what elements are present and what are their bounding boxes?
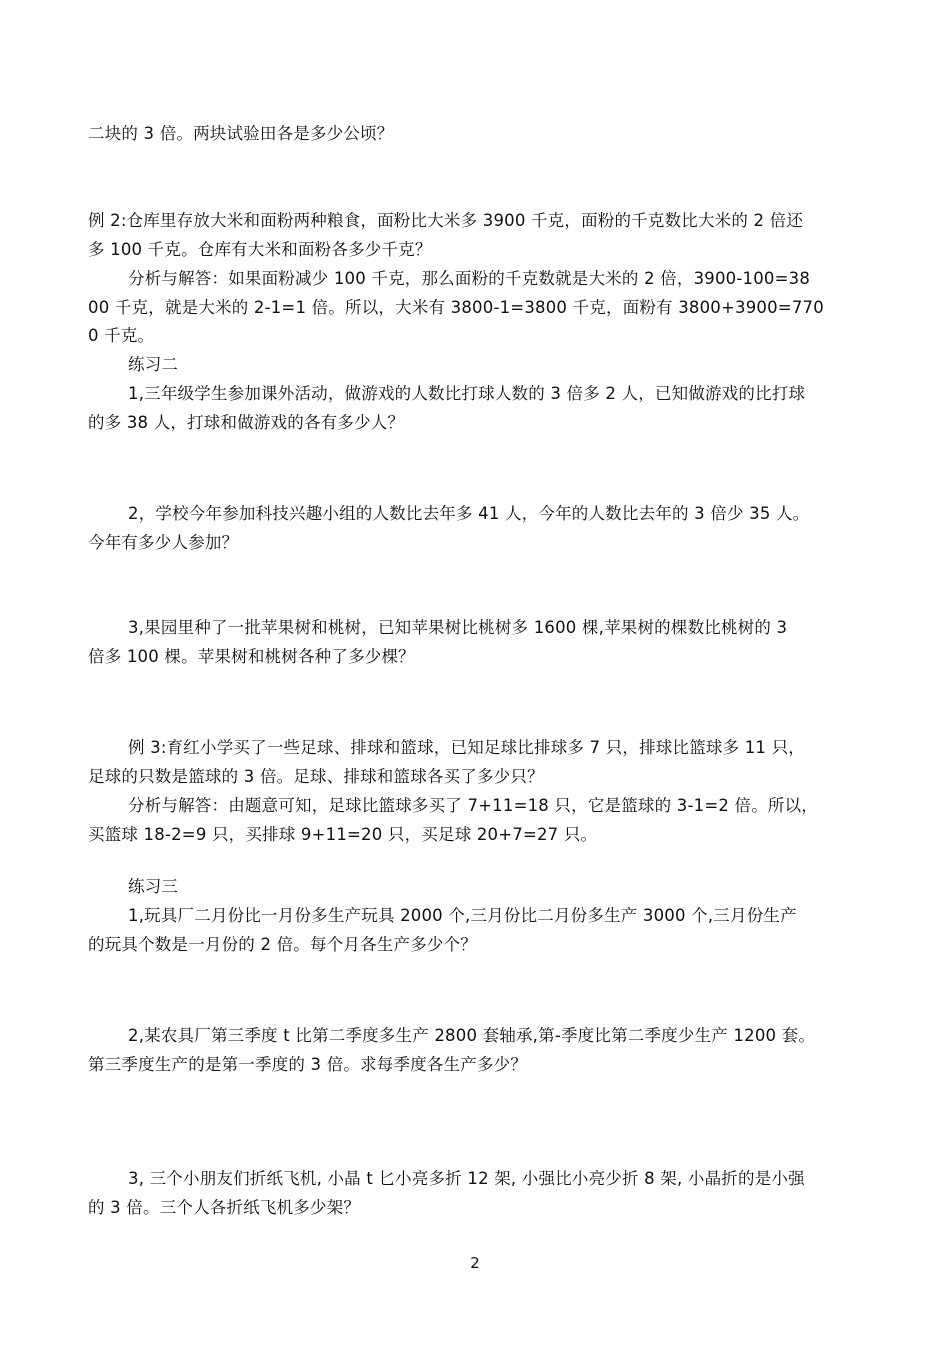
text-line: 00 千克，就是大米的 2-1=1 倍。所以，大米有 3800-1=3800 千克，面粉有 3800+3900=770: [88, 298, 824, 317]
text-line: 1,三年级学生参加课外活动，做游戏的人数比打球人数的 3 倍多 2 人，已知做游戏的比打球: [128, 384, 806, 403]
page-number: 2: [470, 1254, 480, 1272]
text-line: 3, 三个小朋友们折纸飞机, 小晶 t 匕小亮多折 12 架, 小强比小亮少折 8 架, 小晶折的是小强: [128, 1169, 805, 1188]
text-line: 分析与解答：如果面粉减少 100 千克，那么面粉的千克数就是大米的 2 倍，3900-100=38: [128, 269, 811, 288]
text-line: 买篮球 18-2=9 只，买排球 9+11=20 只，买足球 20+7=27 只。: [88, 825, 598, 844]
text-line: 2,某农具厂第三季度 t 比第二季度多生产 2800 套轴承,第-季度比第二季度少生产 1200 套。: [128, 1026, 816, 1045]
text-line: 0 千克。: [88, 326, 155, 345]
text-line: 的 3 倍。三个人各折纸飞机多少架？: [88, 1198, 361, 1217]
text-line: 足球的只数是篮球的 3 倍。足球、排球和篮球各买了多少只？: [88, 767, 544, 786]
text-line: 第三季度生产的是第一季度的 3 倍。求每季度各生产多少？: [88, 1055, 528, 1074]
text-line: 的多 38 人，打球和做游戏的各有多少人？: [88, 413, 405, 432]
section-heading: 练习三: [128, 877, 179, 896]
text-line: 2，学校今年参加科技兴趣小组的人数比去年多 41 人，今年的人数比去年的 3 倍少 35 人。: [128, 504, 810, 523]
text-line: 分析与解答：由题意可知，足球比篮球多买了 7+11=18 只，它是篮球的 3-1=2 倍。所以，: [128, 796, 818, 815]
text-line: 倍多 100 棵。苹果树和桃树各种了多少棵？: [88, 647, 415, 666]
text-line: 的玩具个数是一月份的 2 倍。每个月各生产多少个？: [88, 935, 477, 954]
text-line: 今年有多少人参加？: [88, 533, 239, 552]
text-line: 例 3:育红小学买了一些足球、排球和篮球，已知足球比排球多 7 只，排球比篮球多 11 只，: [128, 738, 805, 757]
text-line: 例 2:仓库里存放大米和面粉两种粮食，面粉比大米多 3900 千克，面粉的千克数比大米的 2 倍还: [88, 211, 804, 230]
text-line: 二块的 3 倍。两块试验田各是多少公顷？: [88, 124, 394, 143]
section-heading: 练习二: [128, 355, 179, 374]
text-line: 1,玩具厂二月份比一月份多生产玩具 2000 个,三月份比二月份多生产 3000 个,三月份生产: [128, 906, 797, 925]
text-line: 多 100 千克。仓库有大米和面粉各多少千克？: [88, 240, 432, 259]
text-line: 3,果园里种了一批苹果树和桃树，已知苹果树比桃树多 1600 棵,苹果树的棵数比桃树的 3: [128, 618, 788, 637]
